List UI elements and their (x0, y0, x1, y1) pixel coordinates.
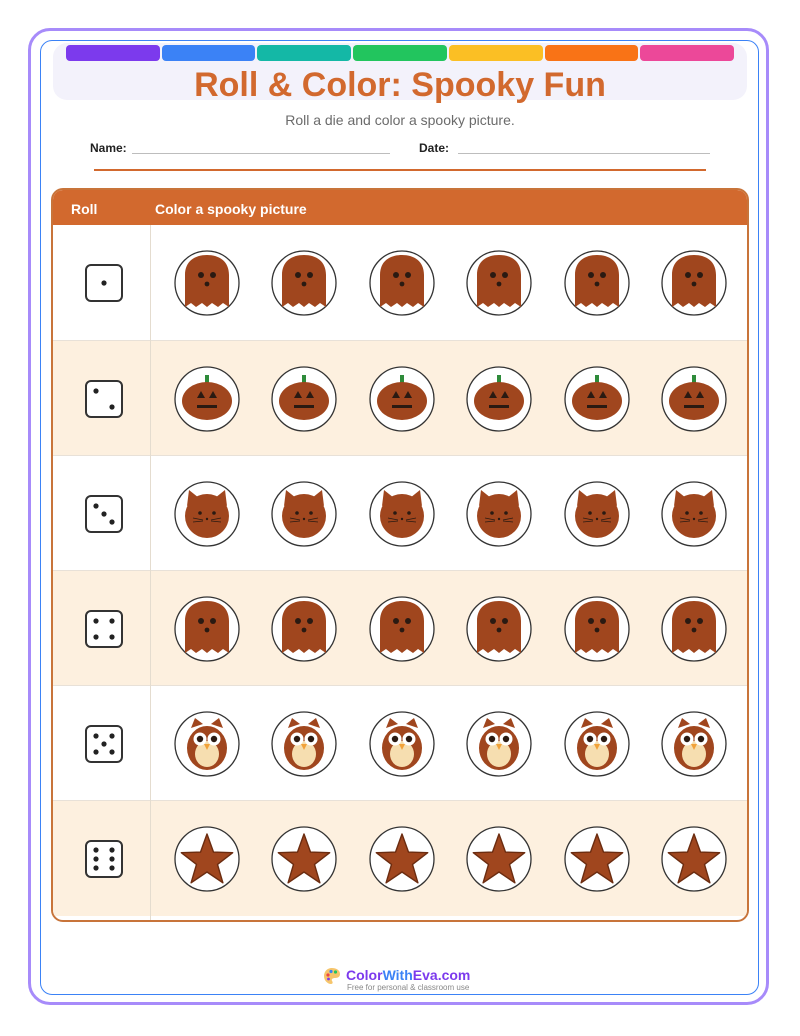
cat-icon[interactable] (368, 480, 436, 548)
die-face-6-icon (84, 839, 124, 879)
name-label: Name: (90, 141, 127, 155)
ghost-icon[interactable] (173, 249, 241, 317)
page-title: Roll & Color: Spooky Fun (194, 66, 606, 104)
table-row (53, 340, 747, 456)
ghost-icon[interactable] (465, 595, 533, 663)
table-row (53, 570, 747, 686)
roll-table (51, 188, 749, 922)
stripe-segment (449, 45, 543, 61)
stripe-segment (640, 45, 734, 61)
pumpkin-icon[interactable] (270, 365, 338, 433)
stripe-segment (257, 45, 351, 61)
pumpkin-icon[interactable] (660, 365, 728, 433)
cat-icon[interactable] (660, 480, 728, 548)
ghost-icon[interactable] (660, 595, 728, 663)
date-label: Date: (419, 141, 450, 155)
star-icon[interactable] (368, 825, 436, 893)
pumpkin-icon[interactable] (368, 365, 436, 433)
pumpkin-icon[interactable] (465, 365, 533, 433)
star-icon[interactable] (465, 825, 533, 893)
pictures-column-header: Color a spooky picture (155, 201, 307, 217)
ghost-icon[interactable] (368, 249, 436, 317)
ghost-icon[interactable] (563, 249, 631, 317)
footer-brand (346, 967, 470, 983)
palette-icon (322, 966, 342, 986)
die-face-1-icon (84, 263, 124, 303)
owl-icon[interactable] (465, 710, 533, 778)
table-row (53, 800, 747, 916)
ghost-icon[interactable] (173, 595, 241, 663)
star-icon[interactable] (563, 825, 631, 893)
brand-part-color: Color (346, 967, 383, 983)
table-header (53, 190, 747, 225)
footer-tagline: Free for personal & classroom use (347, 983, 470, 992)
ghost-icon[interactable] (270, 595, 338, 663)
pumpkin-icon[interactable] (563, 365, 631, 433)
stripe-segment (353, 45, 447, 61)
stripe-segment (162, 45, 256, 61)
owl-icon[interactable] (368, 710, 436, 778)
cat-icon[interactable] (270, 480, 338, 548)
table-row (53, 685, 747, 801)
stripe-segment (66, 45, 160, 61)
die-face-3-icon (84, 494, 124, 534)
ghost-icon[interactable] (465, 249, 533, 317)
owl-icon[interactable] (563, 710, 631, 778)
ghost-icon[interactable] (270, 249, 338, 317)
stripe-segment (545, 45, 639, 61)
cat-icon[interactable] (563, 480, 631, 548)
owl-icon[interactable] (660, 710, 728, 778)
die-face-4-icon (84, 609, 124, 649)
cat-icon[interactable] (173, 480, 241, 548)
die-face-5-icon (84, 724, 124, 764)
star-icon[interactable] (270, 825, 338, 893)
die-face-2-icon (84, 379, 124, 419)
date-field[interactable] (458, 153, 710, 154)
ghost-icon[interactable] (660, 249, 728, 317)
rainbow-stripe (66, 45, 736, 61)
page-subtitle: Roll a die and color a spooky picture. (285, 112, 515, 128)
table-row (53, 455, 747, 571)
owl-icon[interactable] (270, 710, 338, 778)
header-divider (94, 169, 706, 171)
brand-suffix: .com (437, 967, 471, 983)
roll-column-header: Roll (71, 201, 98, 217)
cat-icon[interactable] (465, 480, 533, 548)
table-row (53, 225, 747, 340)
name-field[interactable] (132, 153, 390, 154)
column-divider (150, 225, 151, 922)
owl-icon[interactable] (173, 710, 241, 778)
brand-part-with: With (382, 967, 413, 983)
pumpkin-icon[interactable] (173, 365, 241, 433)
star-icon[interactable] (660, 825, 728, 893)
ghost-icon[interactable] (368, 595, 436, 663)
star-icon[interactable] (173, 825, 241, 893)
ghost-icon[interactable] (563, 595, 631, 663)
brand-part-eva: Eva (412, 967, 438, 983)
